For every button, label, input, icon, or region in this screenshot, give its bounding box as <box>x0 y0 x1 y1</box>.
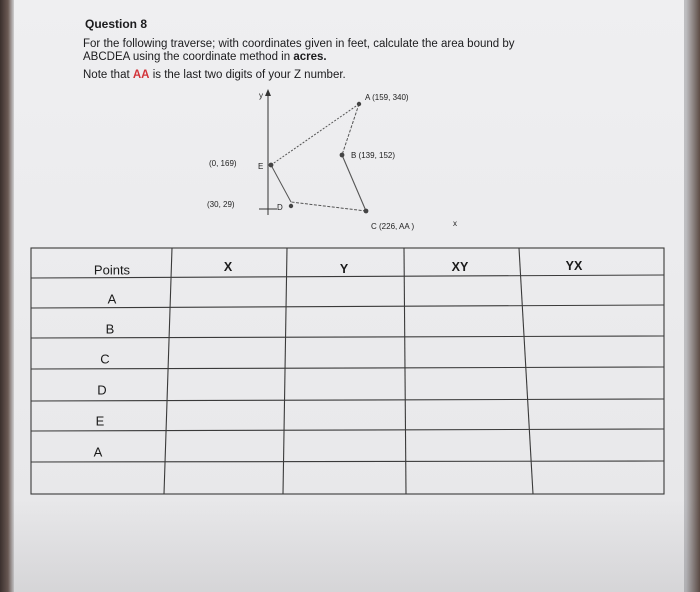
col-line-3 <box>404 248 406 494</box>
question-text-line2 <box>83 51 327 63</box>
point-C <box>364 209 369 214</box>
line-E-A <box>271 104 359 165</box>
note-suffix: is the last two digits of your Z number. <box>152 69 346 81</box>
row-point-B: B <box>105 321 115 337</box>
row-line-7 <box>31 461 664 462</box>
note-prefix: Note that <box>83 69 130 81</box>
row-line-5 <box>31 399 664 401</box>
x-axis-label: x <box>453 219 457 228</box>
header-yx: YX <box>565 259 583 273</box>
row-point-A: A <box>107 291 117 307</box>
line2-bold: acres. <box>293 51 327 63</box>
header-y: Y <box>339 262 349 276</box>
row-line-6 <box>31 429 664 431</box>
coordinate-table <box>30 245 665 495</box>
point-A <box>357 102 361 106</box>
label-D: D <box>277 203 283 212</box>
label-C: C (226, AA ) <box>371 222 415 231</box>
coord-E: (0, 169) <box>209 159 237 168</box>
question-title: Question 8 <box>85 17 148 31</box>
traverse-svg <box>195 85 485 235</box>
question-text-line1: For the following traverse; with coordinates given in feet, calculate the area bound by <box>83 38 515 50</box>
header-x: X <box>223 260 233 274</box>
point-E <box>269 163 274 168</box>
row-line-2 <box>31 305 664 308</box>
row-point-D: D <box>97 382 107 398</box>
line-D-E <box>271 165 291 202</box>
row-point-A-closing: A <box>93 444 103 460</box>
note-line <box>83 69 346 81</box>
traverse-diagram <box>195 85 485 240</box>
table-border <box>31 248 664 494</box>
line-A-B <box>342 104 359 155</box>
row-point-C: C <box>100 351 110 367</box>
col-line-4 <box>519 248 533 494</box>
row-line-4 <box>31 367 664 369</box>
coord-D: (30, 29) <box>207 200 235 209</box>
header-points: Points <box>93 262 131 278</box>
label-A: A (159, 340) <box>365 93 409 102</box>
line-C-D <box>291 202 366 211</box>
col-line-2 <box>283 248 287 494</box>
line-B-C <box>342 155 366 211</box>
point-B <box>340 153 345 158</box>
table-grid-lines <box>30 245 665 495</box>
label-E: E <box>258 162 264 171</box>
header-xy: XY <box>451 260 469 274</box>
point-D <box>289 204 293 208</box>
row-line-3 <box>31 336 664 338</box>
note-highlight: AA <box>132 69 150 81</box>
label-B: B (139, 152) <box>351 151 396 160</box>
y-axis-label: y <box>259 91 263 100</box>
col-line-1 <box>164 248 172 494</box>
line2-prefix: ABCDEA using the coordinate method in <box>83 51 291 63</box>
y-axis-arrow <box>265 89 271 96</box>
row-point-E: E <box>95 413 105 429</box>
